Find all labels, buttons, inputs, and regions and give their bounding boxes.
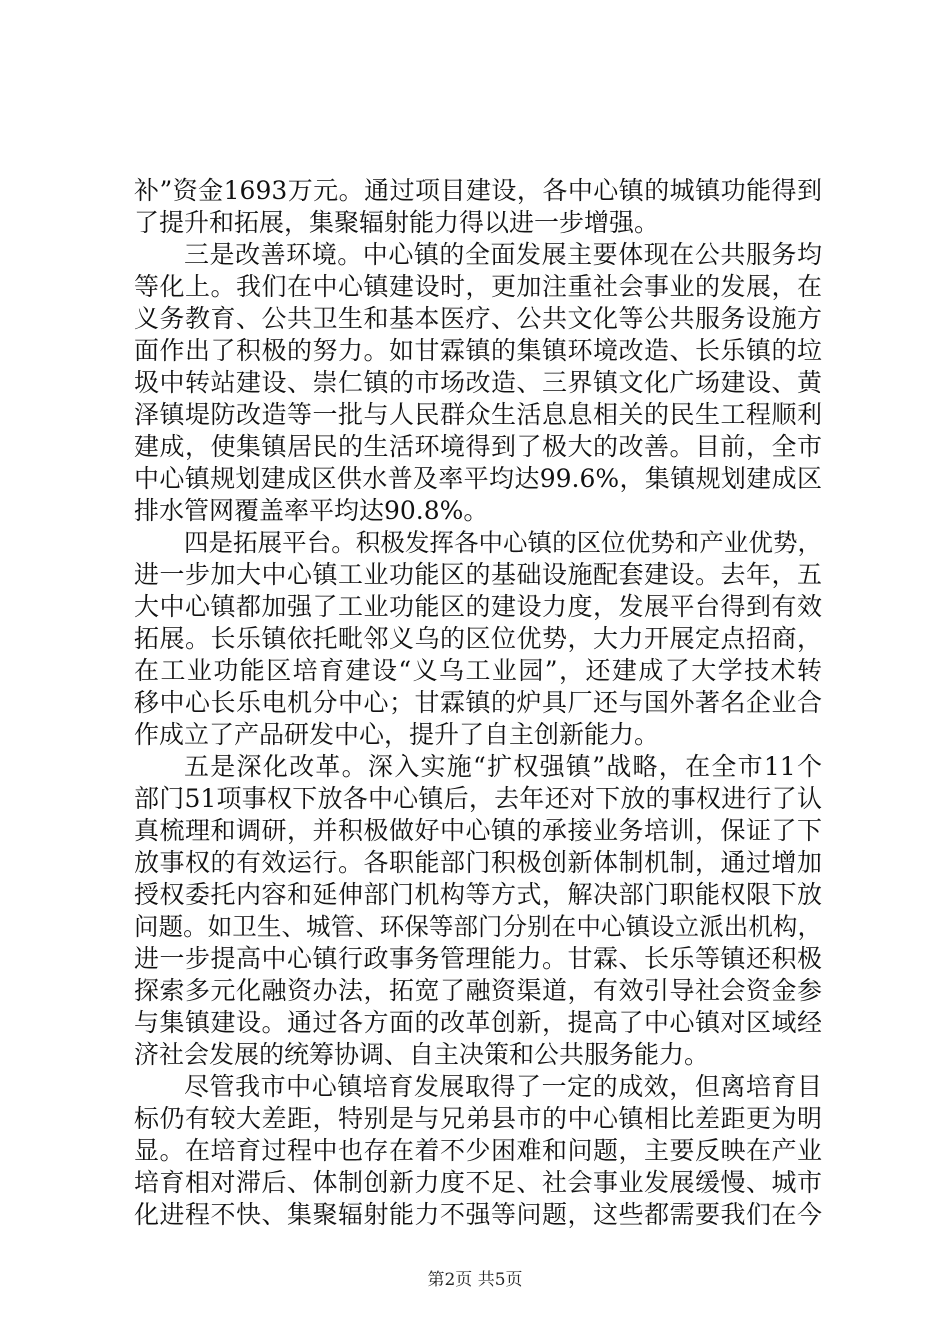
text-line-21: 真梳理和调研，并积极做好中心镇的承接业务培训，保证了下 (134, 816, 822, 845)
text-line-18: 作成立了产品研发中心，提升了自主创新能力。 (134, 720, 660, 749)
text-line-7: 圾中转站建设、崇仁镇的市场改造、三界镇文化广场建设、黄 (134, 368, 822, 397)
text-line-25: 进一步提高中心镇行政事务管理能力。甘霖、长乐等镇还积极 (134, 944, 822, 973)
text-line-16: 在工业功能区培育建设“义乌工业园”，还建成了大学技术转 (134, 656, 822, 685)
paragraph-start-19: 五是深化改革。深入实施“扩权强镇”战略，在全市11个 (184, 752, 822, 781)
text-line-17: 移中心长乐电机分中心；甘霖镇的炉具厂还与国外著名企业合 (134, 688, 822, 717)
text-line-24: 问题。如卫生、城管、环保等部门分别在中心镇设立派出机构， (134, 912, 822, 941)
text-line-23: 授权委托内容和延伸部门机构等方式，解决部门职能权限下放 (134, 880, 822, 909)
text-line-28: 济社会发展的统筹协调、自主决策和公共服务能力。 (134, 1040, 710, 1069)
paragraph-start-12: 四是拓展平台。积极发挥各中心镇的区位优势和产业优势， (184, 528, 822, 557)
paragraph-start-29: 尽管我市中心镇培育发展取得了一定的成效，但离培育目 (184, 1072, 822, 1101)
text-line-8: 泽镇堤防改造等一批与人民群众生活息息相关的民生工程顺利 (134, 400, 822, 429)
text-line-26: 探索多元化融资办法，拓宽了融资渠道，有效引导社会资金参 (134, 976, 822, 1005)
text-line-27: 与集镇建设。通过各方面的改革创新，提高了中心镇对区域经 (134, 1008, 822, 1037)
text-line-4: 等化上。我们在中心镇建设时，更加注重社会事业的发展，在 (134, 272, 822, 301)
text-line-11: 排水管网覆盖率平均达90.8%。 (134, 496, 489, 525)
text-line-20: 部门51项事权下放各中心镇后，去年还对下放的事权进行了认 (134, 784, 822, 813)
text-line-32: 培育相对滞后、体制创新力度不足、社会事业发展缓慢、城市 (134, 1168, 822, 1197)
text-line-14: 大中心镇都加强了工业功能区的建设力度，发展平台得到有效 (134, 592, 822, 621)
text-line-13: 进一步加大中心镇工业功能区的基础设施配套建设。去年，五 (134, 560, 822, 589)
text-line-9: 建成，使集镇居民的生活环境得到了极大的改善。目前，全市 (134, 432, 822, 461)
page-footer: 第2页 共5页 (427, 1270, 523, 1290)
text-line-5: 义务教育、公共卫生和基本医疗、公共文化等公共服务设施方 (134, 304, 822, 333)
text-line-10: 中心镇规划建成区供水普及率平均达99.6%，集镇规划建成区 (134, 464, 822, 493)
text-line-31: 显。在培育过程中也存在着不少困难和问题，主要反映在产业 (134, 1136, 822, 1165)
paragraph-start-3: 三是改善环境。中心镇的全面发展主要体现在公共服务均 (184, 240, 822, 269)
text-line-2: 了提升和拓展，集聚辐射能力得以进一步增强。 (134, 208, 660, 237)
text-line-33: 化进程不快、集聚辐射能力不强等问题，这些都需要我们在今 (134, 1200, 822, 1229)
text-line-15: 拓展。长乐镇依托毗邻义乌的区位优势，大力开展定点招商， (134, 624, 822, 653)
text-line-1: 补”资金1693万元。通过项目建设，各中心镇的城镇功能得到 (134, 176, 822, 205)
text-line-30: 标仍有较大差距，特别是与兄弟县市的中心镇相比差距更为明 (134, 1104, 822, 1133)
text-line-6: 面作出了积极的努力。如甘霖镇的集镇环境改造、长乐镇的垃 (134, 336, 822, 365)
text-line-22: 放事权的有效运行。各职能部门积极创新体制机制，通过增加 (134, 848, 822, 877)
